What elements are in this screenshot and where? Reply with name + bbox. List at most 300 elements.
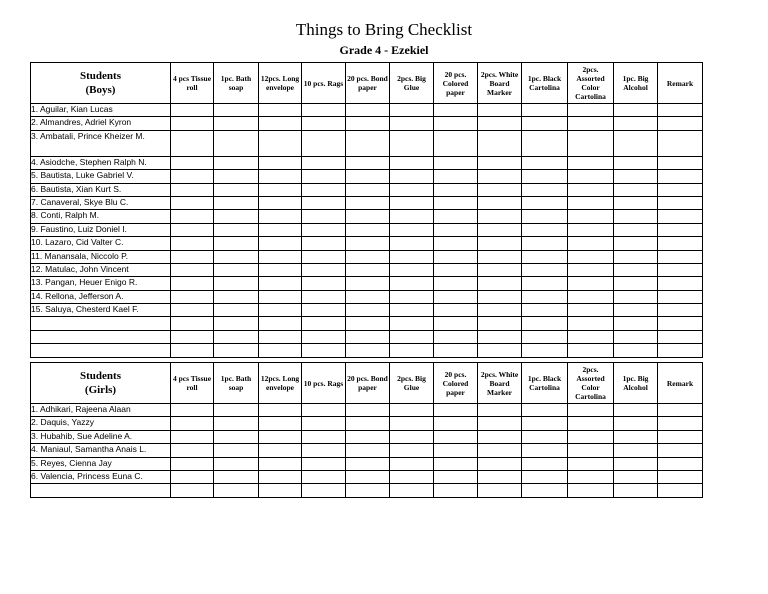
checklist-cell [214, 170, 259, 183]
checklist-cell [171, 130, 214, 156]
checklist-cell [434, 117, 478, 130]
column-header-bath-soap: 1pc. Bath soap [214, 63, 259, 104]
checklist-cell [478, 290, 522, 303]
blank-name-cell [31, 344, 171, 357]
checklist-cell [522, 263, 568, 276]
checklist-cell [614, 470, 658, 483]
checklist-cell [346, 104, 390, 117]
checklist-cell [434, 223, 478, 236]
table-row [31, 457, 703, 470]
checklist-cell [346, 183, 390, 196]
checklist-cell [346, 290, 390, 303]
checklist-cell [434, 130, 478, 156]
checklist-cell [568, 484, 614, 497]
checklist-cell [614, 404, 658, 417]
checklist-cell [214, 130, 259, 156]
checklist-cell [214, 223, 259, 236]
checklist-cell [214, 156, 259, 169]
checklist-cell [171, 317, 214, 330]
checklist-cell [302, 277, 346, 290]
checklist-cell [614, 183, 658, 196]
checklist-cell [214, 430, 259, 443]
checklist-cell [259, 237, 302, 250]
checklist-cell [434, 263, 478, 276]
checklist-cell [658, 317, 703, 330]
column-header-remark: Remark [658, 63, 703, 104]
checklist-cell [658, 156, 703, 169]
column-header-white-board-marker: 2pcs. White Board Marker [478, 363, 522, 404]
checklist-cell [522, 183, 568, 196]
checklist-cell [568, 430, 614, 443]
student-name: 9. Faustino, Luiz Doniel I. [31, 223, 171, 236]
table-row [31, 263, 703, 276]
checklist-cell [568, 444, 614, 457]
checklist-cell [171, 156, 214, 169]
checklist-cell [522, 223, 568, 236]
checklist-cell [658, 250, 703, 263]
checklist-cell [568, 104, 614, 117]
checklist-cell [259, 104, 302, 117]
checklist-cell [390, 290, 434, 303]
checklist-cell [658, 104, 703, 117]
checklist-cell [614, 170, 658, 183]
checklist-cell [346, 457, 390, 470]
checklist-cell [171, 183, 214, 196]
checklist-cell [434, 344, 478, 357]
checklist-cell [614, 196, 658, 209]
checklist-cell [302, 250, 346, 263]
checklist-cell [522, 444, 568, 457]
checklist-cell [346, 344, 390, 357]
checklist-cell [390, 317, 434, 330]
checklist-cell [214, 183, 259, 196]
checklist-cell [346, 317, 390, 330]
checklist-cell [302, 263, 346, 276]
checklist-cell [614, 484, 658, 497]
checklist-cell [434, 317, 478, 330]
checklist-cell [522, 304, 568, 317]
checklist-cell [478, 117, 522, 130]
checklist-cell [390, 277, 434, 290]
checklist-cell [214, 277, 259, 290]
column-header-tissue-roll: 4 pcs Tissue roll [171, 63, 214, 104]
student-name: 1. Adhikari, Rajeena Alaan [31, 404, 171, 417]
table-row [31, 330, 703, 343]
checklist-cell [478, 263, 522, 276]
checklist-cell [214, 484, 259, 497]
checklist-cell [390, 223, 434, 236]
checklist-cell [259, 290, 302, 303]
checklist-cell [171, 250, 214, 263]
checklist-cell [434, 290, 478, 303]
checklist-cell [346, 130, 390, 156]
column-header-colored-paper: 20 pcs. Colored paper [434, 63, 478, 104]
table-row [31, 237, 703, 250]
checklist-cell [302, 196, 346, 209]
checklist-cell [214, 104, 259, 117]
checklist-cell [214, 196, 259, 209]
boys-checklist-table [30, 62, 703, 358]
checklist-cell [658, 484, 703, 497]
checklist-cell [346, 430, 390, 443]
checklist-cell [658, 196, 703, 209]
checklist-cell [478, 210, 522, 223]
student-name: 4. Maniaul, Samantha Anais L. [31, 444, 171, 457]
checklist-cell [171, 330, 214, 343]
blank-name-cell [31, 317, 171, 330]
checklist-cell [214, 290, 259, 303]
checklist-cell [568, 404, 614, 417]
checklist-cell [658, 457, 703, 470]
checklist-cell [346, 223, 390, 236]
student-name: 7. Canaveral, Skye Blu C. [31, 196, 171, 209]
page-title: Things to Bring Checklist [295, 20, 473, 39]
checklist-cell [302, 484, 346, 497]
checklist-cell [478, 183, 522, 196]
checklist-cell [522, 196, 568, 209]
checklist-cell [614, 210, 658, 223]
checklist-cell [346, 210, 390, 223]
checklist-cell [171, 210, 214, 223]
column-header-big-alcohol: 1pc. Big Alcohol [614, 363, 658, 404]
table-row [31, 250, 703, 263]
table-row [31, 470, 703, 483]
checklist-cell [171, 277, 214, 290]
checklist-cell [214, 444, 259, 457]
checklist-cell [390, 470, 434, 483]
checklist-cell [302, 444, 346, 457]
table-row [31, 223, 703, 236]
checklist-cell [522, 457, 568, 470]
checklist-cell [259, 183, 302, 196]
checklist-cell [568, 156, 614, 169]
checklist-cell [614, 117, 658, 130]
checklist-cell [390, 196, 434, 209]
checklist-cell [302, 417, 346, 430]
table-row [31, 210, 703, 223]
student-name: 8. Conti, Ralph M. [31, 210, 171, 223]
checklist-cell [259, 196, 302, 209]
boys-table-body [31, 104, 703, 358]
blank-name-cell [31, 330, 171, 343]
checklist-cell [302, 170, 346, 183]
checklist-cell [658, 330, 703, 343]
table-row [31, 290, 703, 303]
checklist-cell [568, 183, 614, 196]
checklist-cell [614, 223, 658, 236]
student-name: 2. Almandres, Adriel Kyron [31, 117, 171, 130]
checklist-cell [568, 317, 614, 330]
checklist-cell [171, 344, 214, 357]
checklist-cell [522, 330, 568, 343]
column-header-long-envelope: 12pcs. Long envelope [259, 363, 302, 404]
checklist-cell [568, 237, 614, 250]
column-header-long-envelope: 12pcs. Long envelope [259, 63, 302, 104]
checklist-cell [390, 404, 434, 417]
checklist-cell [614, 277, 658, 290]
checklist-cell [434, 104, 478, 117]
table-row [31, 170, 703, 183]
student-name: 12. Matulac, John Vincent [31, 263, 171, 276]
student-name: 14. Rellona, Jefferson A. [31, 290, 171, 303]
checklist-cell [478, 444, 522, 457]
checklist-cell [214, 330, 259, 343]
table-row [31, 484, 703, 497]
checklist-cell [522, 117, 568, 130]
checklist-cell [346, 304, 390, 317]
checklist-cell [614, 444, 658, 457]
checklist-cell [478, 417, 522, 430]
checklist-cell [658, 237, 703, 250]
checklist-cell [259, 156, 302, 169]
checklist-cell [171, 237, 214, 250]
table-row [31, 196, 703, 209]
table-row [31, 317, 703, 330]
checklist-cell [614, 237, 658, 250]
checklist-cell [171, 457, 214, 470]
checklist-cell [171, 484, 214, 497]
checklist-cell [390, 417, 434, 430]
checklist-cell [478, 277, 522, 290]
checklist-cell [658, 130, 703, 156]
checklist-cell [434, 304, 478, 317]
checklist-cell [259, 470, 302, 483]
checklist-cell [434, 250, 478, 263]
checklist-cell [302, 290, 346, 303]
table-row [31, 417, 703, 430]
checklist-cell [568, 196, 614, 209]
student-name: 5. Reyes, Cienna Jay [31, 457, 171, 470]
checklist-cell [522, 484, 568, 497]
checklist-cell [614, 104, 658, 117]
checklist-cell [434, 237, 478, 250]
checklist-cell [214, 344, 259, 357]
checklist-cell [658, 183, 703, 196]
students-girls-header: Students (Girls) [31, 363, 171, 404]
checklist-cell [259, 263, 302, 276]
checklist-cell [614, 430, 658, 443]
page-subtitle: Grade 4 - Ezekiel [339, 43, 429, 57]
checklist-cell [658, 170, 703, 183]
checklist-cell [390, 210, 434, 223]
checklist-cell [171, 304, 214, 317]
checklist-cell [302, 344, 346, 357]
checklist-cell [390, 304, 434, 317]
checklist-cell [171, 444, 214, 457]
checklist-cell [522, 277, 568, 290]
column-header-colored-paper: 20 pcs. Colored paper [434, 363, 478, 404]
checklist-cell [346, 117, 390, 130]
student-name: 3. Hubahib, Sue Adeline A. [31, 430, 171, 443]
student-name: 13. Pangan, Heuer Enigo R. [31, 277, 171, 290]
table-row [31, 444, 703, 457]
checklist-cell [522, 130, 568, 156]
checklist-cell [346, 263, 390, 276]
checklist-cell [568, 210, 614, 223]
table-row [31, 404, 703, 417]
checklist-cell [614, 263, 658, 276]
checklist-cell [214, 304, 259, 317]
checklist-cell [346, 277, 390, 290]
checklist-cell [568, 290, 614, 303]
checklist-cell [478, 484, 522, 497]
checklist-cell [171, 430, 214, 443]
checklist-cell [259, 430, 302, 443]
checklist-cell [522, 156, 568, 169]
column-header-bath-soap: 1pc. Bath soap [214, 363, 259, 404]
checklist-cell [522, 210, 568, 223]
table-row [31, 156, 703, 169]
checklist-cell [522, 430, 568, 443]
table-row [31, 430, 703, 443]
checklist-cell [346, 330, 390, 343]
checklist-cell [390, 484, 434, 497]
checklist-cell [214, 237, 259, 250]
checklist-cell [522, 237, 568, 250]
checklist-cell [346, 196, 390, 209]
checklist-cell [302, 223, 346, 236]
student-name: 11. Manansala, Niccolo P. [31, 250, 171, 263]
checklist-cell [390, 457, 434, 470]
column-header-assorted-color-cartolina: 2pcs. Assorted Color Cartolina [568, 363, 614, 404]
checklist-cell [568, 250, 614, 263]
checklist-cell [214, 457, 259, 470]
checklist-cell [302, 183, 346, 196]
checklist-cell [259, 484, 302, 497]
student-name: 5. Bautista, Luke Gabriel V. [31, 170, 171, 183]
checklist-cell [434, 210, 478, 223]
checklist-cell [346, 250, 390, 263]
column-header-bond-paper: 20 pcs. Bond paper [346, 363, 390, 404]
student-name: 4. Asiodche, Stephen Ralph N. [31, 156, 171, 169]
checklist-cell [658, 344, 703, 357]
checklist-cell [171, 117, 214, 130]
checklist-cell [214, 210, 259, 223]
checklist-cell [522, 104, 568, 117]
checklist-cell [478, 223, 522, 236]
checklist-cell [171, 404, 214, 417]
checklist-cell [302, 210, 346, 223]
checklist-cell [434, 330, 478, 343]
checklist-cell [568, 417, 614, 430]
checklist-cell [614, 417, 658, 430]
checklist-cell [346, 417, 390, 430]
checklist-cell [478, 457, 522, 470]
checklist-cell [214, 117, 259, 130]
checklist-cell [658, 404, 703, 417]
checklist-cell [522, 290, 568, 303]
checklist-cell [346, 156, 390, 169]
checklist-cell [658, 290, 703, 303]
checklist-cell [434, 430, 478, 443]
checklist-cell [658, 210, 703, 223]
column-header-tissue-roll: 4 pcs Tissue roll [171, 363, 214, 404]
checklist-cell [259, 223, 302, 236]
checklist-cell [478, 250, 522, 263]
checklist-cell [390, 237, 434, 250]
checklist-cell [434, 417, 478, 430]
checklist-cell [522, 317, 568, 330]
checklist-cell [171, 223, 214, 236]
checklist-cell [658, 263, 703, 276]
checklist-cell [568, 263, 614, 276]
checklist-cell [259, 457, 302, 470]
students-boys-header: Students (Boys) [31, 63, 171, 104]
checklist-cell [434, 277, 478, 290]
checklist-cell [214, 404, 259, 417]
checklist-cell [259, 317, 302, 330]
checklist-cell [434, 183, 478, 196]
checklist-cell [214, 470, 259, 483]
checklist-cell [434, 457, 478, 470]
checklist-cell [302, 330, 346, 343]
checklist-cell [346, 484, 390, 497]
checklist-cell [658, 444, 703, 457]
column-header-black-cartolina: 1pc. Black Cartolina [522, 63, 568, 104]
checklist-cell [478, 156, 522, 169]
checklist-cell [522, 470, 568, 483]
checklist-cell [302, 404, 346, 417]
checklist-cell [568, 304, 614, 317]
checklist-cell [614, 130, 658, 156]
table-row [31, 130, 703, 156]
checklist-cell [522, 417, 568, 430]
checklist-cell [390, 250, 434, 263]
checklist-cell [658, 117, 703, 130]
checklist-cell [568, 223, 614, 236]
checklist-cell [346, 170, 390, 183]
column-header-white-board-marker: 2pcs. White Board Marker [478, 63, 522, 104]
checklist-cell [434, 156, 478, 169]
checklist-cell [478, 404, 522, 417]
checklist-cell [171, 470, 214, 483]
checklist-cell [614, 156, 658, 169]
checklist-cell [614, 344, 658, 357]
checklist-cell [614, 250, 658, 263]
checklist-cell [171, 104, 214, 117]
checklist-cell [302, 156, 346, 169]
checklist-cell [614, 304, 658, 317]
checklist-cell [568, 170, 614, 183]
checklist-cell [478, 344, 522, 357]
checklist-cell [478, 237, 522, 250]
column-header-big-glue: 2pcs. Big Glue [390, 63, 434, 104]
checklist-cell [346, 444, 390, 457]
column-header-big-alcohol: 1pc. Big Alcohol [614, 63, 658, 104]
checklist-cell [390, 183, 434, 196]
table-row [31, 304, 703, 317]
checklist-cell [302, 470, 346, 483]
checklist-cell [259, 404, 302, 417]
checklist-cell [390, 344, 434, 357]
checklist-cell [259, 444, 302, 457]
checklist-cell [658, 417, 703, 430]
checklist-cell [259, 417, 302, 430]
student-name: 2. Daquis, Yazzy [31, 417, 171, 430]
student-name: 15. Saluya, Chesterd Kael F. [31, 304, 171, 317]
checklist-cell [568, 470, 614, 483]
checklist-cell [302, 237, 346, 250]
checklist-cell [478, 304, 522, 317]
checklist-cell [478, 104, 522, 117]
checklist-cell [614, 457, 658, 470]
checklist-cell [522, 344, 568, 357]
checklist-cell [259, 344, 302, 357]
checklist-cell [568, 457, 614, 470]
checklist-cell [259, 210, 302, 223]
checklist-cell [259, 330, 302, 343]
checklist-cell [434, 170, 478, 183]
